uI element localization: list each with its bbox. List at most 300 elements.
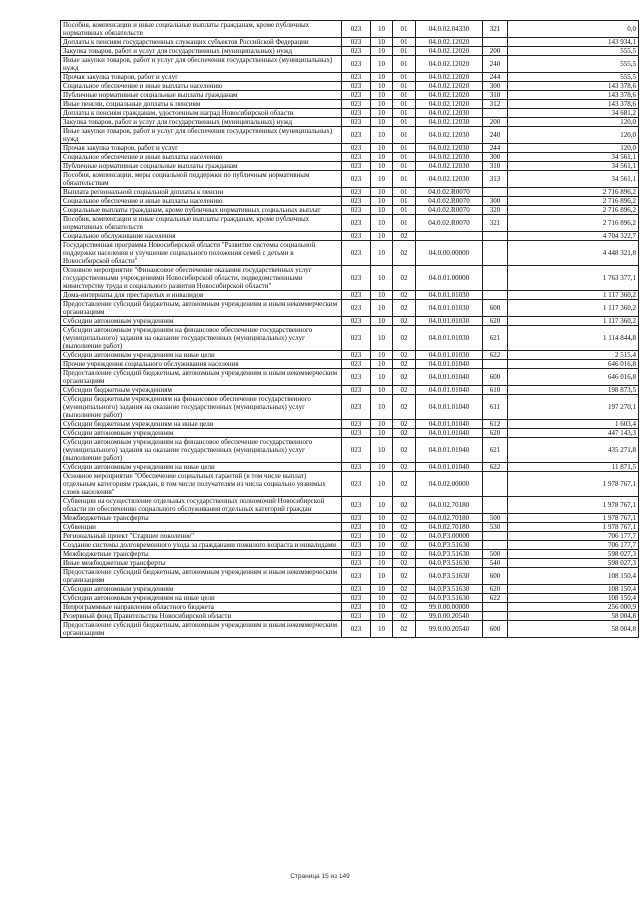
row-target-article: 04.0.02.R0070 bbox=[416, 215, 483, 232]
row-amount: 706 177,7 bbox=[508, 532, 639, 541]
row-name: Прочая закупка товаров, работ и услуг bbox=[61, 144, 342, 153]
table-row bbox=[61, 585, 639, 594]
row-subsection-code: 01 bbox=[393, 215, 416, 232]
row-amount: 120,0 bbox=[508, 127, 639, 144]
row-ministry-code: 023 bbox=[342, 472, 371, 497]
row-name: Субвенции bbox=[61, 523, 342, 532]
table-row bbox=[61, 197, 639, 206]
table-row bbox=[61, 215, 639, 232]
row-name: Резервный фонд Правительства Новосибирской области bbox=[61, 612, 342, 621]
row-ministry-code: 023 bbox=[342, 369, 371, 386]
row-expense-type: 320 bbox=[483, 206, 508, 215]
row-section-code: 10 bbox=[371, 206, 393, 215]
row-target-article: 99.0.00.00000 bbox=[416, 603, 483, 612]
row-expense-type bbox=[483, 266, 508, 291]
row-subsection-code: 02 bbox=[393, 232, 416, 241]
row-expense-type: 611 bbox=[483, 395, 508, 420]
row-section-code: 10 bbox=[371, 100, 393, 109]
row-section-code: 10 bbox=[371, 568, 393, 585]
row-amount: 2 515,4 bbox=[508, 351, 639, 360]
row-expense-type bbox=[483, 291, 508, 300]
row-target-article: 04.0.02.12030 bbox=[416, 144, 483, 153]
row-subsection-code: 02 bbox=[393, 369, 416, 386]
row-subsection-code: 01 bbox=[393, 206, 416, 215]
row-subsection-code: 02 bbox=[393, 541, 416, 550]
row-subsection-code: 02 bbox=[393, 603, 416, 612]
row-section-code: 10 bbox=[371, 171, 393, 188]
table-row bbox=[61, 532, 639, 541]
row-name: Предоставление субсидий бюджетным, автономным учреждениям и иным некоммерческим организациям bbox=[61, 369, 342, 386]
row-ministry-code: 023 bbox=[342, 559, 371, 568]
row-subsection-code: 02 bbox=[393, 585, 416, 594]
row-subsection-code: 02 bbox=[393, 550, 416, 559]
row-expense-type: 300 bbox=[483, 197, 508, 206]
row-target-article: 04.0.01.01040 bbox=[416, 386, 483, 395]
table-row bbox=[61, 497, 639, 514]
row-subsection-code: 01 bbox=[393, 109, 416, 118]
row-ministry-code: 023 bbox=[342, 82, 371, 91]
row-section-code: 10 bbox=[371, 300, 393, 317]
row-name: Прочая закупка товаров, работ и услуг bbox=[61, 73, 342, 82]
row-amount: 1 117 360,2 bbox=[508, 300, 639, 317]
row-section-code: 10 bbox=[371, 612, 393, 621]
budget-table-body bbox=[61, 21, 639, 638]
row-target-article: 04.0.02.R0070 bbox=[416, 206, 483, 215]
row-target-article: 04.0.02.R0070 bbox=[416, 197, 483, 206]
table-row bbox=[61, 73, 639, 82]
row-amount: 256 000,9 bbox=[508, 603, 639, 612]
row-target-article: 04.0.P3.51630 bbox=[416, 585, 483, 594]
row-target-article: 04.0.P3.51630 bbox=[416, 594, 483, 603]
row-amount: 143 378,6 bbox=[508, 82, 639, 91]
row-subsection-code: 01 bbox=[393, 197, 416, 206]
row-expense-type: 200 bbox=[483, 47, 508, 56]
row-ministry-code: 023 bbox=[342, 541, 371, 550]
row-section-code: 10 bbox=[371, 21, 393, 38]
row-section-code: 10 bbox=[371, 541, 393, 550]
row-amount: 1 114 844,8 bbox=[508, 326, 639, 351]
row-ministry-code: 023 bbox=[342, 351, 371, 360]
row-name: Субсидии бюджетным учреждениям на финансовое обеспечение государственного (муниципального) задания на оказание государственных (муниципальных) услуг (выполнение работ) bbox=[61, 395, 342, 420]
row-amount: 143 934,1 bbox=[508, 38, 639, 47]
row-section-code: 10 bbox=[371, 523, 393, 532]
table-row bbox=[61, 351, 639, 360]
row-target-article: 04.0.02.12030 bbox=[416, 118, 483, 127]
table-row bbox=[61, 162, 639, 171]
row-amount: 1 603,4 bbox=[508, 420, 639, 429]
row-section-code: 10 bbox=[371, 438, 393, 463]
row-expense-type: 600 bbox=[483, 369, 508, 386]
table-row bbox=[61, 420, 639, 429]
row-subsection-code: 02 bbox=[393, 532, 416, 541]
row-target-article: 04.0.02.12030 bbox=[416, 127, 483, 144]
row-ministry-code: 023 bbox=[342, 109, 371, 118]
table-row bbox=[61, 232, 639, 241]
row-name: Иные пенсии, социальные доплаты к пенсиям bbox=[61, 100, 342, 109]
row-amount: 34 561,1 bbox=[508, 171, 639, 188]
row-section-code: 10 bbox=[371, 550, 393, 559]
table-row bbox=[61, 612, 639, 621]
table-row bbox=[61, 594, 639, 603]
row-name: Государственная программа Новосибирской области "Развитие системы социальной поддержки населения и улучшение социального положения семей с детьми в Новосибирской области" bbox=[61, 241, 342, 266]
row-expense-type: 540 bbox=[483, 559, 508, 568]
row-name: Предоставление субсидий бюджетным, автономным учреждениям и иным некоммерческим организациям bbox=[61, 621, 342, 638]
row-expense-type bbox=[483, 472, 508, 497]
row-name: Прочие учреждения социального обслуживания населения bbox=[61, 360, 342, 369]
row-name: Субсидии автономным учреждениям на финансовое обеспечение государственного (муниципального) задания на оказание государственных (муниципальных) услуг (выполнение работ) bbox=[61, 326, 342, 351]
row-subsection-code: 01 bbox=[393, 21, 416, 38]
row-subsection-code: 01 bbox=[393, 127, 416, 144]
row-target-article: 04.0.01.01040 bbox=[416, 438, 483, 463]
row-subsection-code: 01 bbox=[393, 188, 416, 197]
row-amount: 2 716 896,2 bbox=[508, 206, 639, 215]
row-name: Предоставление субсидий бюджетным, автономным учреждениям и иным некоммерческим организациям bbox=[61, 300, 342, 317]
row-amount: 58 004,8 bbox=[508, 621, 639, 638]
row-section-code: 10 bbox=[371, 266, 393, 291]
row-target-article: 04.0.02.12020 bbox=[416, 38, 483, 47]
row-ministry-code: 023 bbox=[342, 420, 371, 429]
row-target-article: 04.0.01.01030 bbox=[416, 291, 483, 300]
row-amount: 2 716 896,2 bbox=[508, 188, 639, 197]
row-name: Субвенции на осуществление отдельных государственных полномочий Новосибирской области по обеспечению социального обслуживания отдельных категорий граждан bbox=[61, 497, 342, 514]
row-subsection-code: 02 bbox=[393, 594, 416, 603]
row-target-article: 04.0.02.70180 bbox=[416, 497, 483, 514]
row-section-code: 10 bbox=[371, 395, 393, 420]
row-target-article: 04.0.01.01040 bbox=[416, 360, 483, 369]
row-name: Социальные выплаты гражданам, кроме публичных нормативных социальных выплат bbox=[61, 206, 342, 215]
row-name: Пособия, компенсации и иные социальные выплаты гражданам, кроме публичных нормативных обязательств bbox=[61, 215, 342, 232]
row-subsection-code: 01 bbox=[393, 82, 416, 91]
row-target-article: 04.0.01.01040 bbox=[416, 420, 483, 429]
row-section-code: 10 bbox=[371, 82, 393, 91]
row-name: Пособия, компенсации и иные социальные выплаты гражданам, кроме публичных нормативных обязательств bbox=[61, 21, 342, 38]
row-subsection-code: 02 bbox=[393, 241, 416, 266]
row-expense-type: 600 bbox=[483, 621, 508, 638]
row-target-article: 04.0.02.04330 bbox=[416, 21, 483, 38]
table-row bbox=[61, 127, 639, 144]
row-ministry-code: 023 bbox=[342, 438, 371, 463]
row-ministry-code: 023 bbox=[342, 429, 371, 438]
row-amount: 34 561,1 bbox=[508, 162, 639, 171]
row-section-code: 10 bbox=[371, 118, 393, 127]
row-ministry-code: 023 bbox=[342, 232, 371, 241]
row-expense-type: 200 bbox=[483, 118, 508, 127]
row-subsection-code: 01 bbox=[393, 118, 416, 127]
row-ministry-code: 023 bbox=[342, 532, 371, 541]
row-ministry-code: 023 bbox=[342, 585, 371, 594]
row-amount: 2 716 896,2 bbox=[508, 197, 639, 206]
table-row bbox=[61, 568, 639, 585]
row-amount: 1 978 767,1 bbox=[508, 523, 639, 532]
row-expense-type: 622 bbox=[483, 463, 508, 472]
row-subsection-code: 01 bbox=[393, 171, 416, 188]
row-section-code: 10 bbox=[371, 621, 393, 638]
row-section-code: 10 bbox=[371, 386, 393, 395]
row-name: Региональный проект "Старшее поколение" bbox=[61, 532, 342, 541]
row-name: Доплаты к пенсиям государственных служащих субъектов Российской Федерации bbox=[61, 38, 342, 47]
row-target-article: 04.0.02.12020 bbox=[416, 82, 483, 91]
row-target-article: 04.0.02.12030 bbox=[416, 153, 483, 162]
table-row bbox=[61, 291, 639, 300]
row-subsection-code: 02 bbox=[393, 612, 416, 621]
table-row bbox=[61, 550, 639, 559]
table-row bbox=[61, 395, 639, 420]
row-amount: 646 016,8 bbox=[508, 369, 639, 386]
row-section-code: 10 bbox=[371, 291, 393, 300]
row-target-article: 04.0.02.12020 bbox=[416, 56, 483, 73]
row-name: Межбюджетные трансферты bbox=[61, 550, 342, 559]
row-section-code: 10 bbox=[371, 585, 393, 594]
table-row bbox=[61, 438, 639, 463]
row-section-code: 10 bbox=[371, 109, 393, 118]
row-amount: 120,0 bbox=[508, 144, 639, 153]
table-row bbox=[61, 559, 639, 568]
row-expense-type: 500 bbox=[483, 514, 508, 523]
row-ministry-code: 023 bbox=[342, 594, 371, 603]
row-target-article: 04.0.01.00000 bbox=[416, 266, 483, 291]
row-name: Создание системы долговременного ухода за гражданами пожилого возраста и инвалидами bbox=[61, 541, 342, 550]
row-target-article: 04.0.01.01040 bbox=[416, 369, 483, 386]
row-amount: 4 448 321,8 bbox=[508, 241, 639, 266]
row-subsection-code: 02 bbox=[393, 621, 416, 638]
row-expense-type: 600 bbox=[483, 300, 508, 317]
row-target-article: 04.0.02.12020 bbox=[416, 73, 483, 82]
row-amount: 598 027,3 bbox=[508, 559, 639, 568]
row-target-article: 04.0.01.01040 bbox=[416, 463, 483, 472]
row-name: Межбюджетные трансферты bbox=[61, 514, 342, 523]
row-expense-type bbox=[483, 497, 508, 514]
row-section-code: 10 bbox=[371, 153, 393, 162]
row-subsection-code: 02 bbox=[393, 326, 416, 351]
row-target-article: 04.0.02.00000 bbox=[416, 472, 483, 497]
row-ministry-code: 023 bbox=[342, 300, 371, 317]
row-subsection-code: 01 bbox=[393, 100, 416, 109]
row-amount: 197 270,1 bbox=[508, 395, 639, 420]
row-section-code: 10 bbox=[371, 326, 393, 351]
row-name: Субсидии автономным учреждениям на иные цели bbox=[61, 594, 342, 603]
row-name: Субсидии бюджетным учреждениям bbox=[61, 386, 342, 395]
row-subsection-code: 02 bbox=[393, 568, 416, 585]
row-amount: 1 763 377,1 bbox=[508, 266, 639, 291]
row-subsection-code: 01 bbox=[393, 153, 416, 162]
row-ministry-code: 023 bbox=[342, 73, 371, 82]
row-section-code: 10 bbox=[371, 429, 393, 438]
row-target-article: 04.0.01.01030 bbox=[416, 351, 483, 360]
table-row bbox=[61, 300, 639, 317]
row-amount: 555,5 bbox=[508, 47, 639, 56]
row-amount: 4 704 322,7 bbox=[508, 232, 639, 241]
row-ministry-code: 023 bbox=[342, 386, 371, 395]
row-expense-type bbox=[483, 38, 508, 47]
row-name: Иные межбюджетные трансферты bbox=[61, 559, 342, 568]
row-expense-type: 621 bbox=[483, 326, 508, 351]
row-ministry-code: 023 bbox=[342, 47, 371, 56]
row-section-code: 10 bbox=[371, 232, 393, 241]
row-target-article: 04.0.01.01040 bbox=[416, 429, 483, 438]
row-section-code: 10 bbox=[371, 241, 393, 266]
table-row bbox=[61, 188, 639, 197]
row-target-article: 04.0.P3.00000 bbox=[416, 532, 483, 541]
row-ministry-code: 023 bbox=[342, 171, 371, 188]
row-section-code: 10 bbox=[371, 56, 393, 73]
row-section-code: 10 bbox=[371, 463, 393, 472]
row-target-article: 04.0.01.01030 bbox=[416, 326, 483, 351]
row-name: Основное мероприятие "Обеспечение социальных гарантий (в том числе выплат) отдельным категориям граждан, в том числе получателям из числа социально уязвимых слоев населения" bbox=[61, 472, 342, 497]
table-row bbox=[61, 369, 639, 386]
row-expense-type: 310 bbox=[483, 162, 508, 171]
row-ministry-code: 023 bbox=[342, 215, 371, 232]
row-name: Субсидии автономным учреждениям на иные цели bbox=[61, 463, 342, 472]
row-name: Субсидии автономным учреждениям bbox=[61, 429, 342, 438]
row-name: Социальное обеспечение и иные выплаты населению bbox=[61, 153, 342, 162]
row-section-code: 10 bbox=[371, 532, 393, 541]
row-subsection-code: 01 bbox=[393, 56, 416, 73]
table-row bbox=[61, 82, 639, 91]
row-expense-type: 610 bbox=[483, 386, 508, 395]
row-ministry-code: 023 bbox=[342, 197, 371, 206]
row-ministry-code: 023 bbox=[342, 56, 371, 73]
table-row bbox=[61, 153, 639, 162]
budget-table bbox=[60, 20, 639, 638]
row-expense-type bbox=[483, 109, 508, 118]
row-target-article: 04.0.02.12020 bbox=[416, 100, 483, 109]
row-amount: 0,0 bbox=[508, 21, 639, 38]
row-expense-type: 310 bbox=[483, 91, 508, 100]
row-ministry-code: 023 bbox=[342, 326, 371, 351]
row-ministry-code: 023 bbox=[342, 291, 371, 300]
table-row bbox=[61, 472, 639, 497]
row-expense-type: 240 bbox=[483, 127, 508, 144]
row-amount: 1 978 767,1 bbox=[508, 497, 639, 514]
row-expense-type: 321 bbox=[483, 21, 508, 38]
row-target-article bbox=[416, 232, 483, 241]
row-target-article: 04.0.P3.51630 bbox=[416, 541, 483, 550]
row-subsection-code: 02 bbox=[393, 523, 416, 532]
row-section-code: 10 bbox=[371, 47, 393, 56]
row-section-code: 10 bbox=[371, 127, 393, 144]
row-section-code: 10 bbox=[371, 497, 393, 514]
row-expense-type bbox=[483, 241, 508, 266]
row-amount: 1 978 767,1 bbox=[508, 514, 639, 523]
row-section-code: 10 bbox=[371, 420, 393, 429]
row-amount: 143 378,6 bbox=[508, 100, 639, 109]
row-expense-type bbox=[483, 232, 508, 241]
row-target-article: 04.0.02.12020 bbox=[416, 47, 483, 56]
row-ministry-code: 023 bbox=[342, 463, 371, 472]
row-subsection-code: 01 bbox=[393, 73, 416, 82]
row-amount: 1 978 767,1 bbox=[508, 472, 639, 497]
row-subsection-code: 02 bbox=[393, 266, 416, 291]
row-amount: 2 716 896,2 bbox=[508, 215, 639, 232]
row-expense-type: 612 bbox=[483, 420, 508, 429]
row-ministry-code: 023 bbox=[342, 266, 371, 291]
row-name: Непрограммные направления областного бюджета bbox=[61, 603, 342, 612]
row-target-article: 04.0.02.70180 bbox=[416, 514, 483, 523]
row-expense-type: 530 bbox=[483, 523, 508, 532]
row-expense-type: 312 bbox=[483, 100, 508, 109]
row-subsection-code: 02 bbox=[393, 438, 416, 463]
table-row bbox=[61, 360, 639, 369]
row-expense-type: 300 bbox=[483, 82, 508, 91]
table-row bbox=[61, 56, 639, 73]
table-row bbox=[61, 429, 639, 438]
row-ministry-code: 023 bbox=[342, 21, 371, 38]
row-ministry-code: 023 bbox=[342, 153, 371, 162]
row-ministry-code: 023 bbox=[342, 91, 371, 100]
row-ministry-code: 023 bbox=[342, 568, 371, 585]
row-amount: 34 681,2 bbox=[508, 109, 639, 118]
row-section-code: 10 bbox=[371, 215, 393, 232]
row-ministry-code: 023 bbox=[342, 144, 371, 153]
row-subsection-code: 02 bbox=[393, 386, 416, 395]
row-ministry-code: 023 bbox=[342, 621, 371, 638]
table-row bbox=[61, 38, 639, 47]
table-row bbox=[61, 241, 639, 266]
row-expense-type bbox=[483, 603, 508, 612]
row-section-code: 10 bbox=[371, 162, 393, 171]
row-expense-type: 244 bbox=[483, 144, 508, 153]
row-amount: 435 271,8 bbox=[508, 438, 639, 463]
row-subsection-code: 02 bbox=[393, 395, 416, 420]
table-row bbox=[61, 463, 639, 472]
row-name: Субсидии автономным учреждениям на финансовое обеспечение государственного (муниципального) задания на оказание государственных (муниципальных) услуг (выполнение работ) bbox=[61, 438, 342, 463]
row-target-article: 04.0.01.01030 bbox=[416, 300, 483, 317]
row-name: Субсидии бюджетным учреждениям на иные цели bbox=[61, 420, 342, 429]
row-subsection-code: 02 bbox=[393, 429, 416, 438]
row-expense-type: 622 bbox=[483, 351, 508, 360]
row-section-code: 10 bbox=[371, 91, 393, 100]
row-subsection-code: 02 bbox=[393, 420, 416, 429]
row-expense-type bbox=[483, 532, 508, 541]
row-expense-type: 600 bbox=[483, 568, 508, 585]
row-target-article: 04.0.00.00000 bbox=[416, 241, 483, 266]
row-amount: 108 150,4 bbox=[508, 568, 639, 585]
row-target-article: 99.0.00.20540 bbox=[416, 621, 483, 638]
row-amount: 198 873,5 bbox=[508, 386, 639, 395]
row-name: Субсидии автономным учреждениям bbox=[61, 585, 342, 594]
table-row bbox=[61, 109, 639, 118]
row-expense-type: 620 bbox=[483, 429, 508, 438]
row-subsection-code: 01 bbox=[393, 47, 416, 56]
row-expense-type: 313 bbox=[483, 171, 508, 188]
row-target-article: 04.0.02.12030 bbox=[416, 162, 483, 171]
table-row bbox=[61, 171, 639, 188]
row-ministry-code: 023 bbox=[342, 38, 371, 47]
row-subsection-code: 02 bbox=[393, 514, 416, 523]
row-subsection-code: 01 bbox=[393, 91, 416, 100]
row-amount: 11 871,5 bbox=[508, 463, 639, 472]
table-row bbox=[61, 603, 639, 612]
row-amount: 706 177,7 bbox=[508, 541, 639, 550]
row-ministry-code: 023 bbox=[342, 395, 371, 420]
row-name: Публичные нормативные социальные выплаты гражданам bbox=[61, 91, 342, 100]
row-ministry-code: 023 bbox=[342, 118, 371, 127]
row-section-code: 10 bbox=[371, 514, 393, 523]
table-row bbox=[61, 386, 639, 395]
row-target-article: 04.0.P3.51630 bbox=[416, 568, 483, 585]
table-row bbox=[61, 523, 639, 532]
row-expense-type: 622 bbox=[483, 594, 508, 603]
row-subsection-code: 01 bbox=[393, 38, 416, 47]
row-amount: 34 561,1 bbox=[508, 153, 639, 162]
row-expense-type bbox=[483, 612, 508, 621]
row-expense-type bbox=[483, 541, 508, 550]
row-section-code: 10 bbox=[371, 594, 393, 603]
row-expense-type: 620 bbox=[483, 585, 508, 594]
row-amount: 1 117 360,2 bbox=[508, 317, 639, 326]
row-amount: 108 150,4 bbox=[508, 585, 639, 594]
row-expense-type: 244 bbox=[483, 73, 508, 82]
